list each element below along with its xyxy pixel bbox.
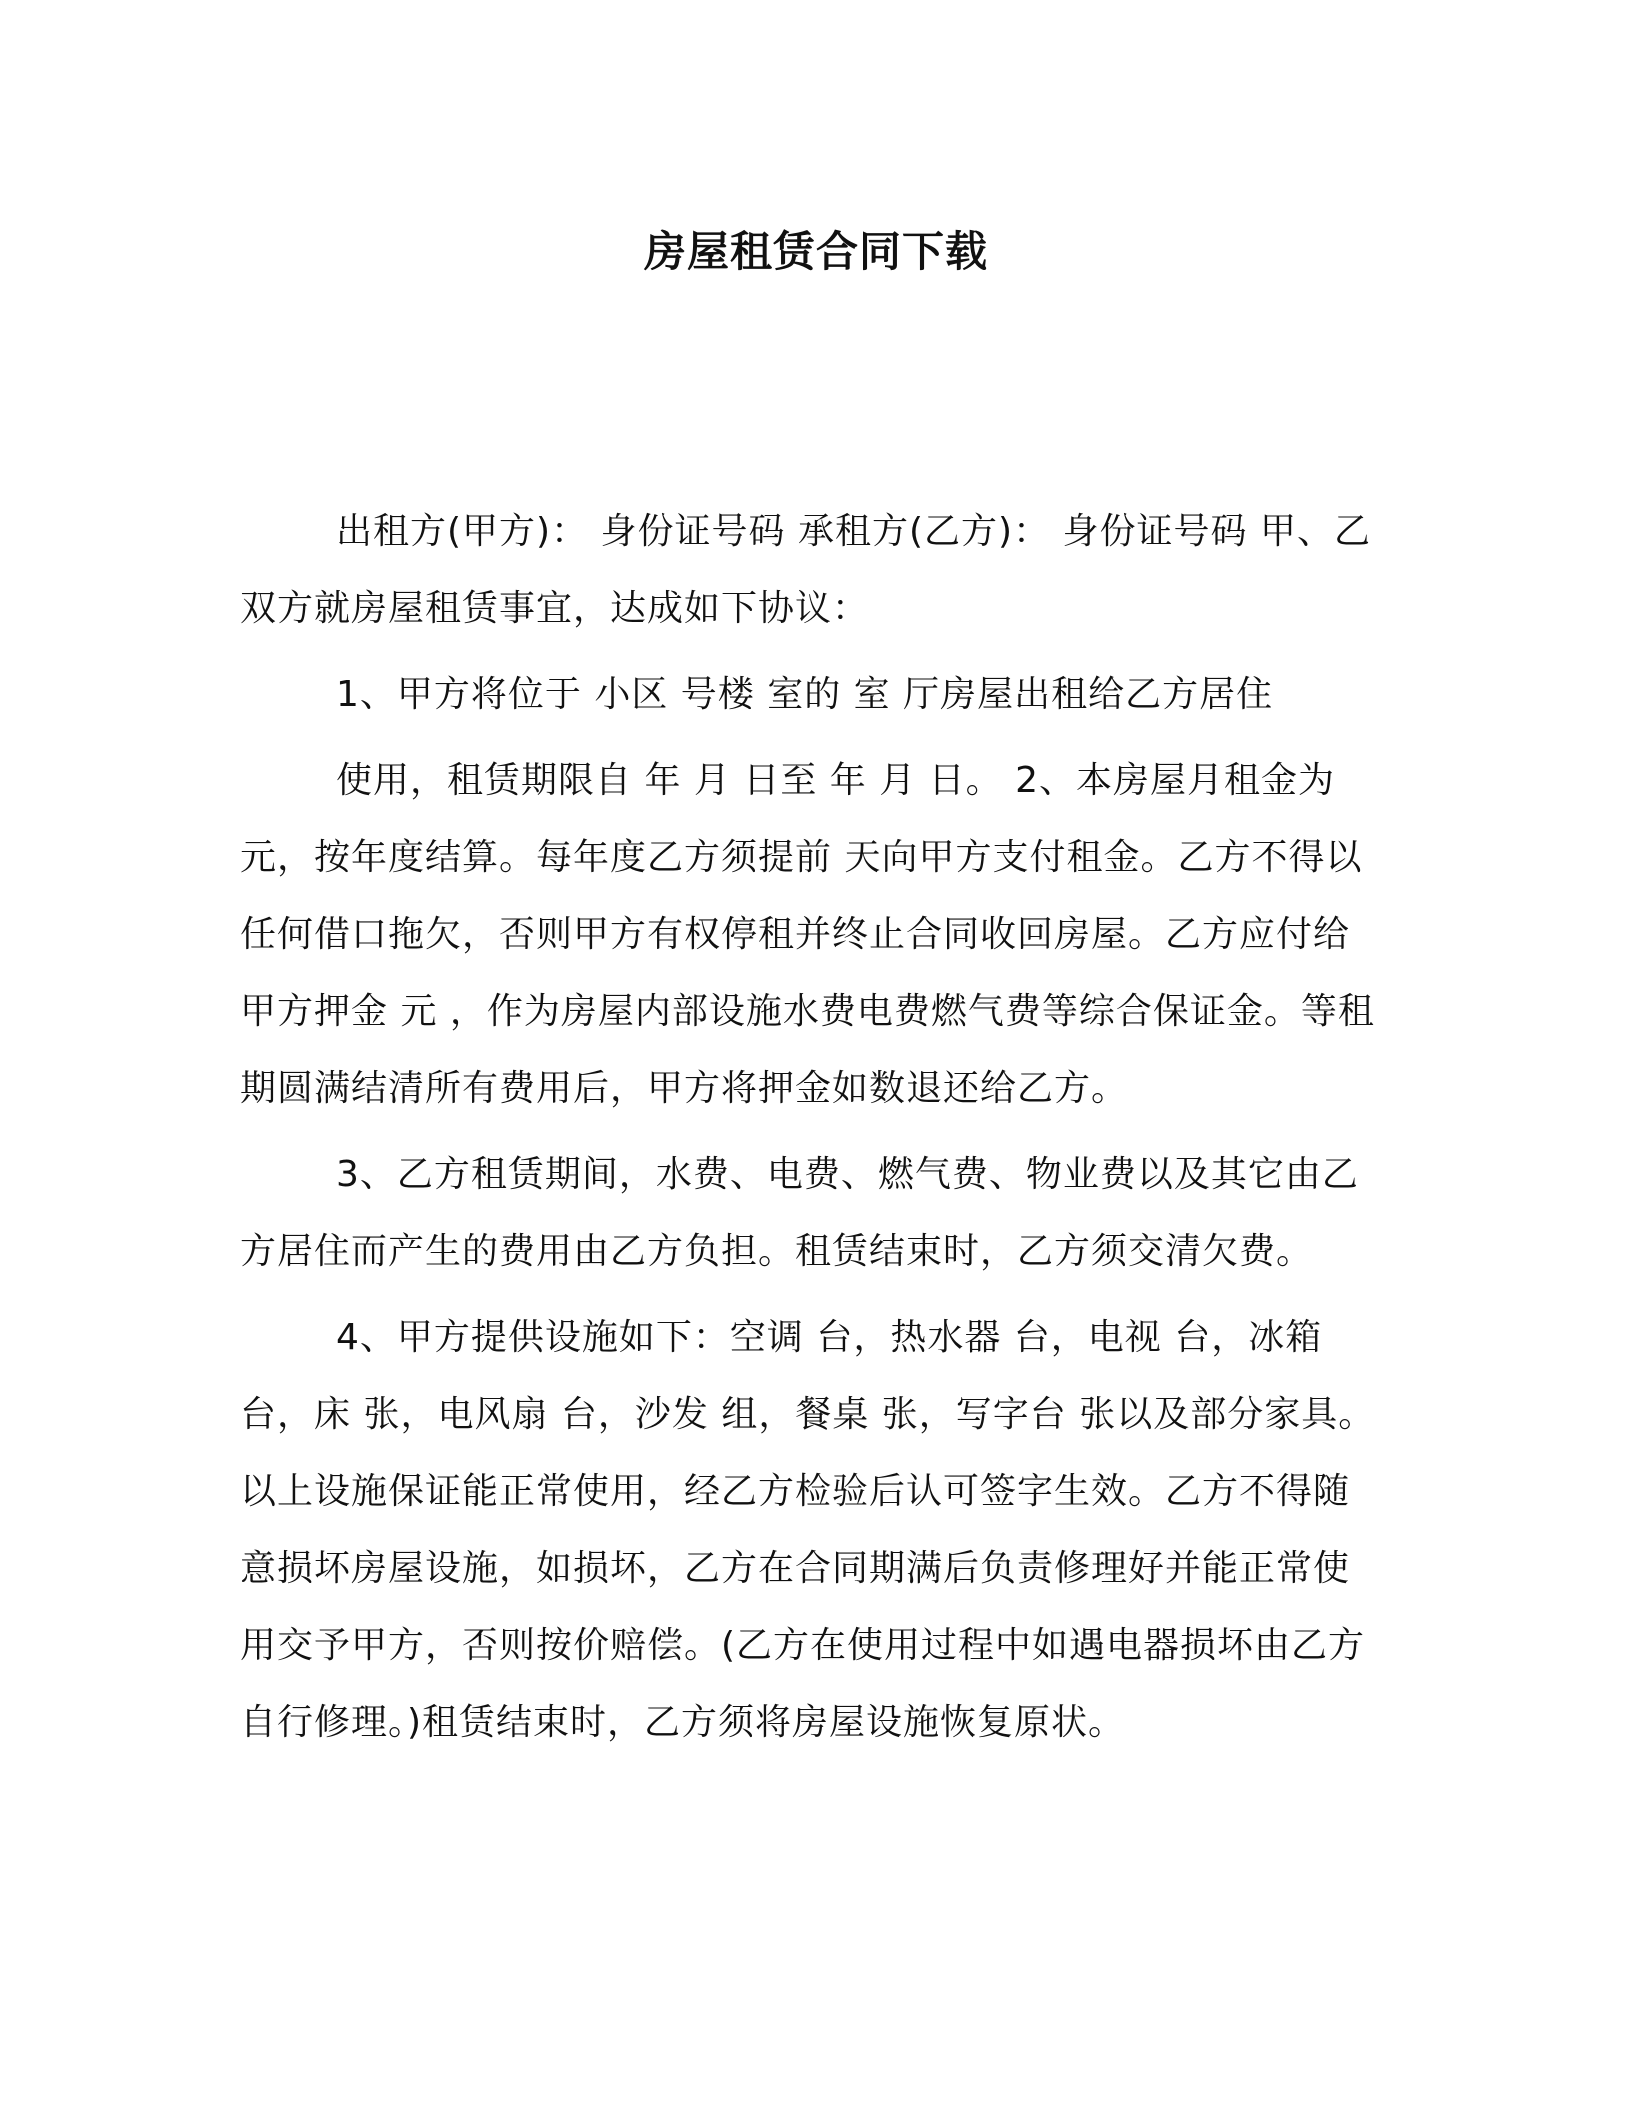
paragraph-clause-4: 4、甲方提供设施如下：空调 台，热水器 台，电视 台，冰箱 台，床 张，电风扇 台，沙发 组，餐桌 张，写字台 张以及部分家具。以上设施保证能正常使用，经乙方检验后认可签字生效。乙方不得随意损坏房屋设施，如损坏，乙方在合同期满后负责修理好并能正常使用交予甲方，否则按价赔偿。(乙方在使用过程中如遇电器损坏由乙方自行修理。)租赁结束时，乙方须将房屋设施恢复原状。 xyxy=(240,1317,1376,1743)
paragraph-term-and-rent: 使用，租赁期限自 年 月 日至 年 月 日。 2、本房屋月租金为 元，按年度结算。每年度乙方须提前 天向甲方支付租金。乙方不得以任何借口拖欠，否则甲方有权停租并终止合同收回房屋。乙方应付给甲方押金 元 ，作为房屋内部设施水费电费燃气费等综合保证金。等租期圆满结清所有费用后，甲方将押金如数退还给乙方。 xyxy=(240,760,1375,1109)
paragraph-parties: 出租方(甲方)： 身份证号码 承租方(乙方)： 身份证号码 甲、乙双方就房屋租赁事宜，达成如下协议： xyxy=(240,511,1371,629)
document-title: 房屋租赁合同下载 xyxy=(643,227,988,276)
document-body xyxy=(240,493,1380,1761)
paragraph-clause-1: 1、甲方将位于 小区 号楼 室的 室 厅房屋出租给乙方居住 xyxy=(336,674,1274,715)
paragraph-clause-3: 3、乙方租赁期间，水费、电费、燃气费、物业费以及其它由乙方居住而产生的费用由乙方负担。租赁结束时，乙方须交清欠费。 xyxy=(240,1154,1359,1272)
